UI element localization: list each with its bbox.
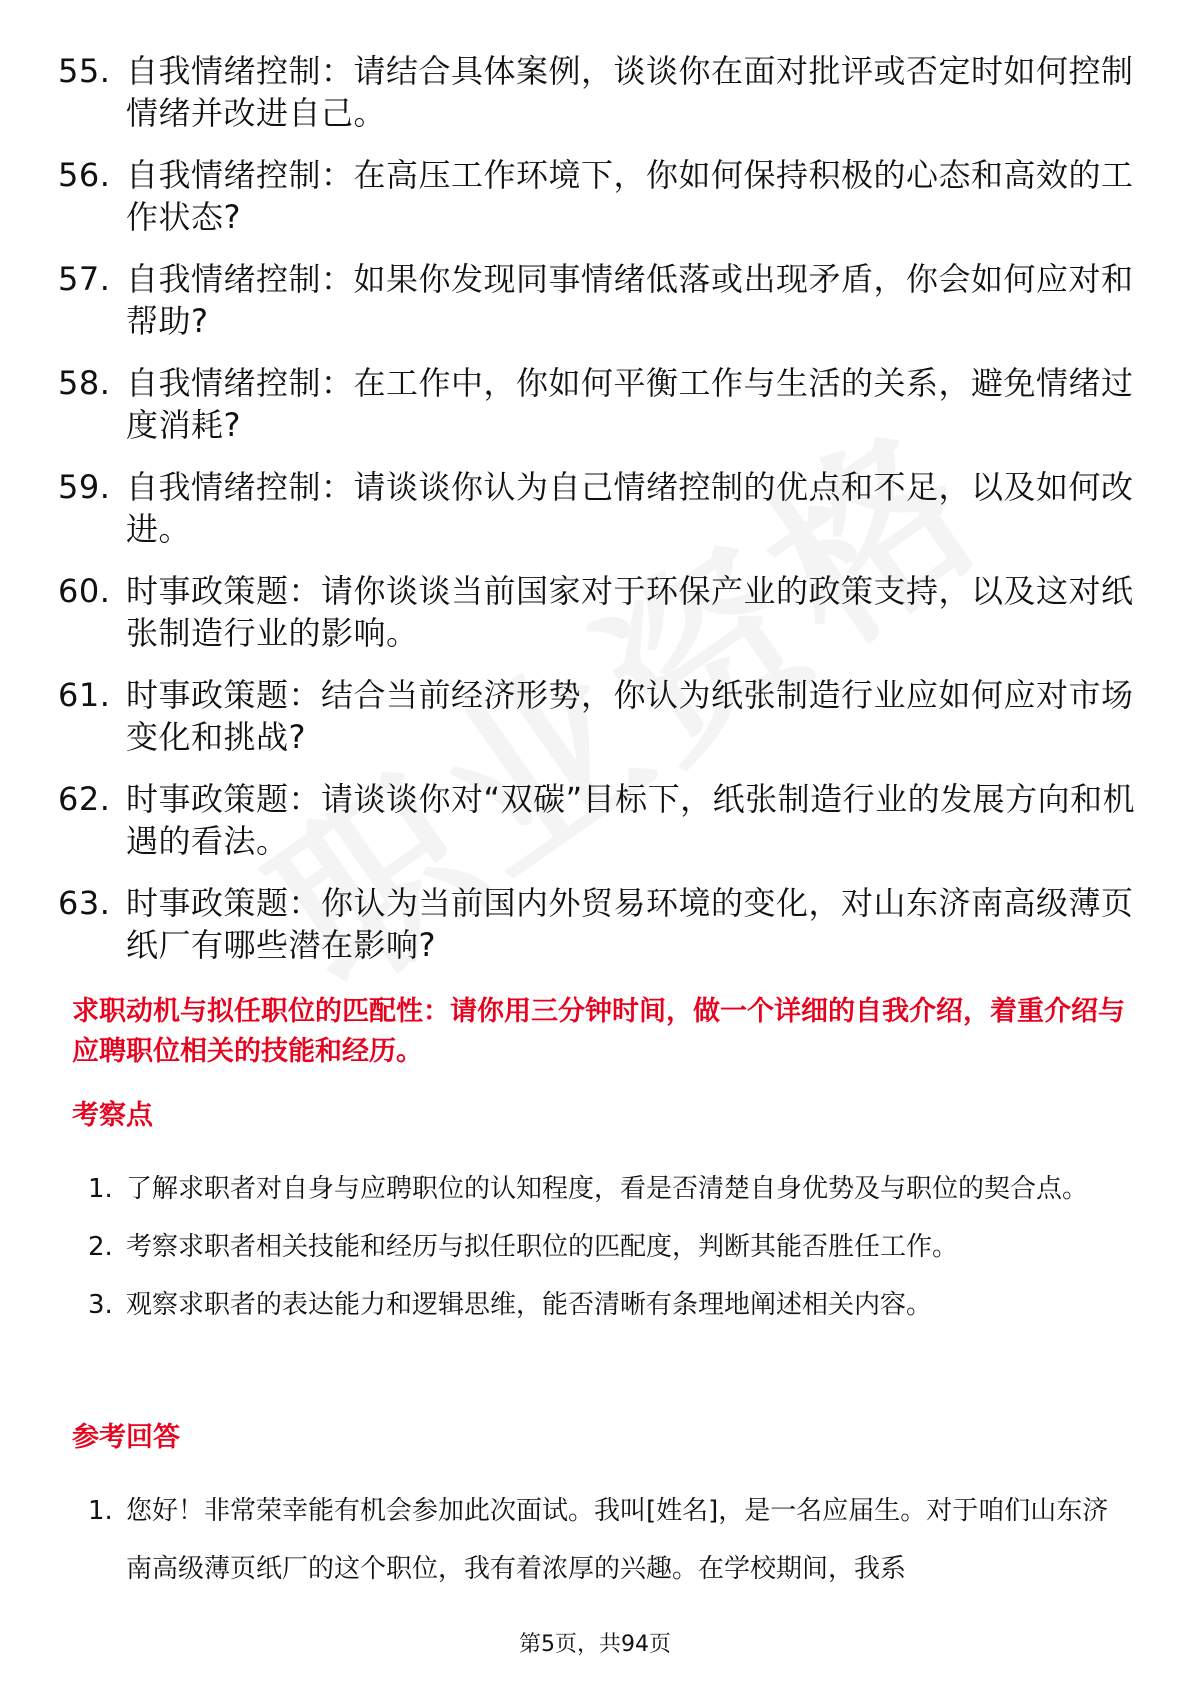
question-item: [58, 570, 1138, 654]
reference-answer-item: [88, 1482, 1128, 1598]
question-number: 61.: [58, 676, 111, 714]
question-text: 时事政策题：你认为当前国内外贸易环境的变化，对山东济南高级薄页纸厂有哪些潜在影响?: [126, 884, 1134, 964]
question-number: 56.: [58, 156, 111, 194]
question-item: [58, 778, 1138, 862]
question-number: 63.: [58, 884, 111, 922]
reference-answer-title: 参考回答: [72, 1422, 180, 1453]
question-item: [58, 882, 1138, 966]
question-text: 自我情绪控制：请谈谈你认为自己情绪控制的优点和不足，以及如何改进。: [126, 468, 1134, 548]
exam-point-text: 观察求职者的表达能力和逻辑思维，能否清晰有条理地阐述相关内容。: [126, 1290, 933, 1320]
question-item: [58, 50, 1138, 134]
question-item: [58, 362, 1138, 446]
question-text: 时事政策题：结合当前经济形势，你认为纸张制造行业应如何应对市场变化和挑战?: [126, 676, 1134, 756]
question-item: [58, 258, 1138, 342]
reference-answer-list: [88, 1482, 1128, 1598]
question-number: 57.: [58, 260, 111, 298]
highlight-question: 求职动机与拟任职位的匹配性：请你用三分钟时间，做一个详细的自我介绍，着重介绍与应聘职位相关的技能和经历。: [72, 996, 1125, 1067]
question-item: [58, 674, 1138, 758]
question-list: [58, 50, 1138, 986]
question-item: [58, 154, 1138, 238]
question-text: 自我情绪控制：在工作中，你如何平衡工作与生活的关系，避免情绪过度消耗?: [126, 364, 1134, 444]
page-footer: 第5页，共94页: [519, 1632, 671, 1657]
question-item: [58, 466, 1138, 550]
exam-point-number: 3.: [88, 1290, 113, 1320]
exam-point-item: [88, 1218, 1128, 1276]
question-number: 58.: [58, 364, 111, 402]
exam-point-item: [88, 1160, 1128, 1218]
exam-point-number: 2.: [88, 1232, 113, 1262]
exam-point-item: [88, 1276, 1128, 1334]
question-number: 60.: [58, 572, 111, 610]
question-text: 自我情绪控制：如果你发现同事情绪低落或出现矛盾，你会如何应对和帮助?: [126, 260, 1134, 340]
reference-answer-number: 1.: [88, 1496, 113, 1526]
question-text: 自我情绪控制：请结合具体案例，谈谈你在面对批评或否定时如何控制情绪并改进自己。: [126, 52, 1134, 132]
exam-points-title: 考察点: [72, 1100, 153, 1131]
exam-point-number: 1.: [88, 1174, 113, 1204]
question-text: 时事政策题：请谈谈你对“双碳”目标下，纸张制造行业的发展方向和机遇的看法。: [126, 780, 1136, 860]
question-number: 62.: [58, 780, 111, 818]
exam-point-text: 考察求职者相关技能和经历与拟任职位的匹配度，判断其能否胜任工作。: [126, 1232, 959, 1262]
question-number: 59.: [58, 468, 111, 506]
exam-points-list: [88, 1160, 1128, 1334]
question-number: 55.: [58, 52, 111, 90]
question-text: 自我情绪控制：在高压工作环境下，你如何保持积极的心态和高效的工作状态?: [126, 156, 1134, 236]
reference-answer-text: 您好！非常荣幸能有机会参加此次面试。我叫[姓名]，是一名应届生。对于咱们山东济南高级薄页纸厂的这个职位，我有着浓厚的兴趣。在学校期间，我系: [126, 1496, 1109, 1584]
exam-point-text: 了解求职者对自身与应聘职位的认知程度，看是否清楚自身优势及与职位的契合点。: [126, 1174, 1089, 1204]
question-text: 时事政策题：请你谈谈当前国家对于环保产业的政策支持，以及这对纸张制造行业的影响。: [126, 572, 1134, 652]
